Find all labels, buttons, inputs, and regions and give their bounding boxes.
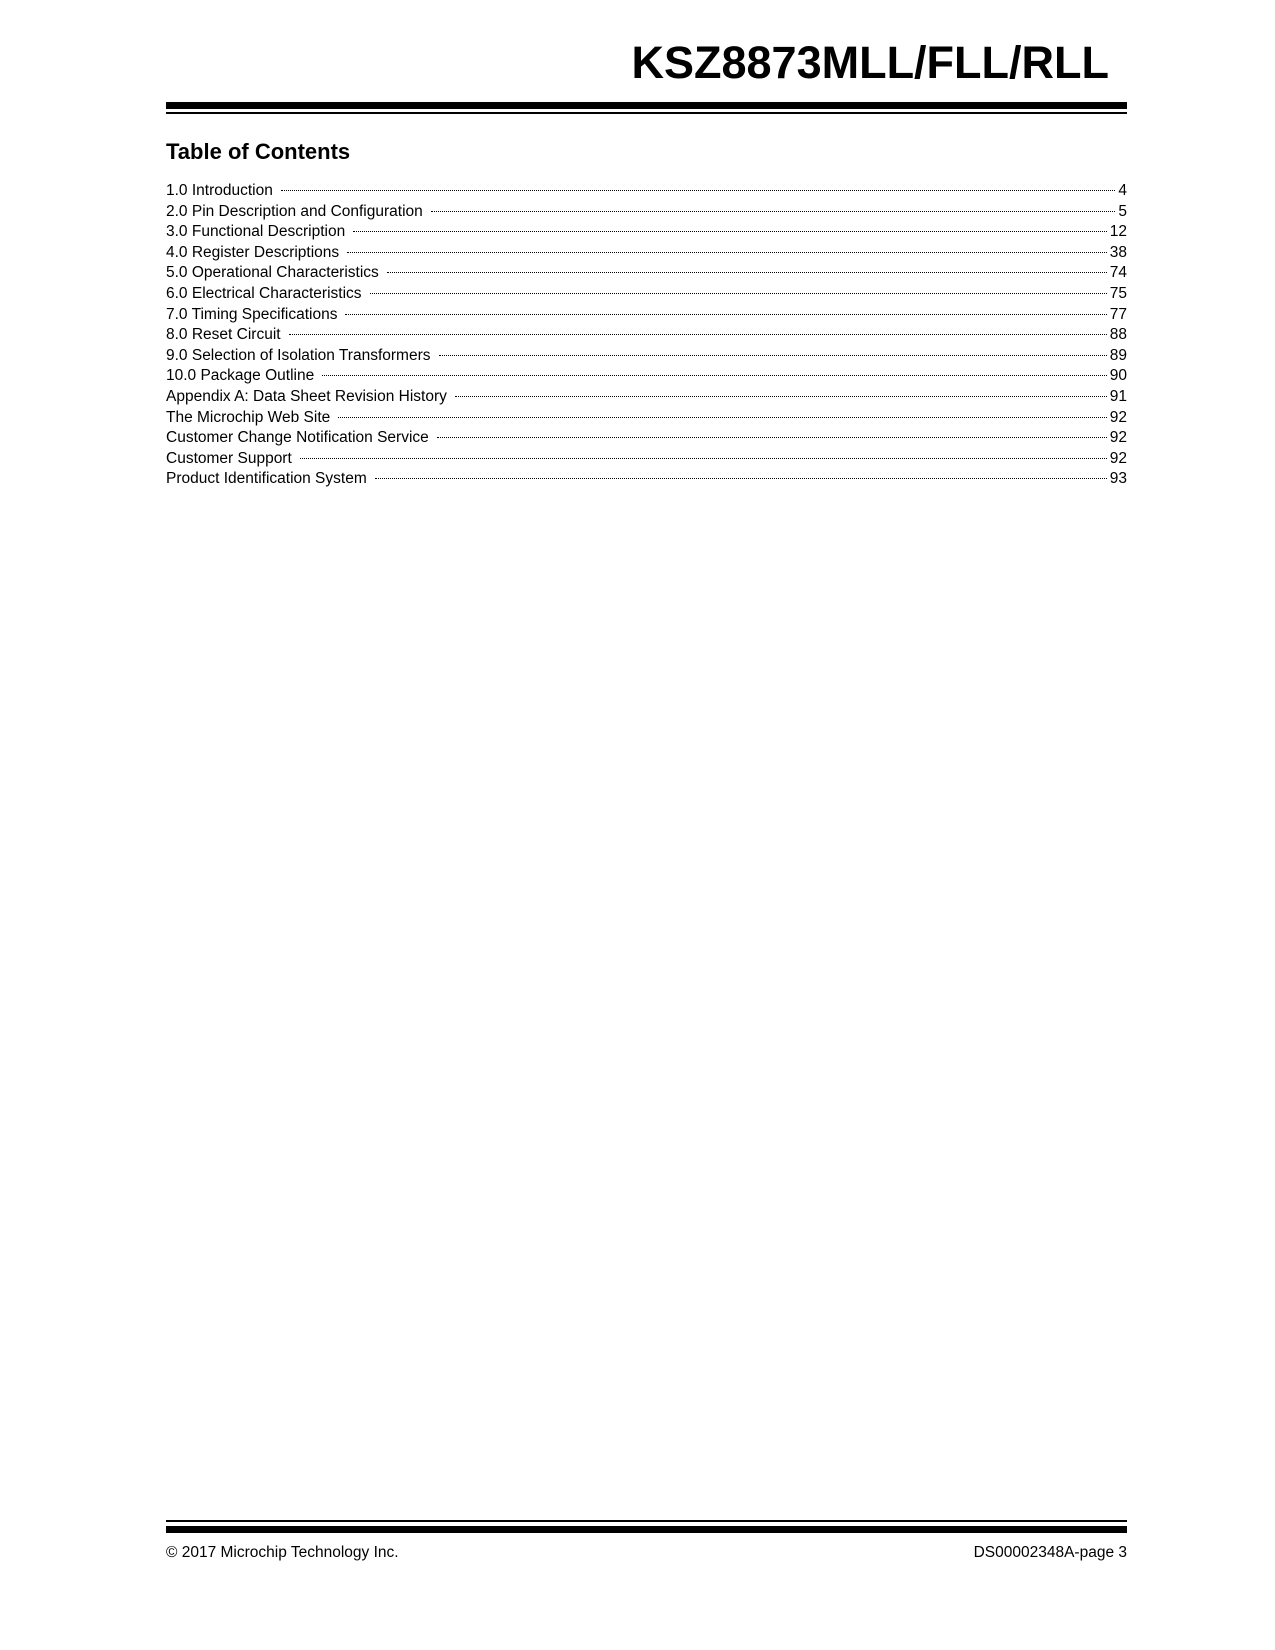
dot-leader	[370, 293, 1107, 294]
toc-entry-label: 9.0 Selection of Isolation Transformers	[166, 346, 431, 364]
toc-entry-page: 92	[1109, 429, 1127, 447]
toc-heading: Table of Contents	[166, 139, 351, 164]
toc-entry-electrical-characteristics[interactable]	[166, 284, 1127, 305]
toc-entry-page: 92	[1109, 408, 1127, 426]
footer-page-number: DS00002348A-page 3	[973, 1544, 1127, 1561]
footer-rule-thin	[166, 1520, 1127, 1522]
document-title: KSZ8873MLL/FLL/RLL	[631, 37, 1109, 88]
toc-entry-introduction[interactable]	[166, 181, 1127, 202]
toc-entry-change-notification[interactable]	[166, 428, 1127, 449]
toc-list	[166, 181, 1127, 490]
toc-entry-timing-specifications[interactable]	[166, 305, 1127, 326]
dot-leader	[375, 478, 1107, 479]
dot-leader	[345, 314, 1106, 315]
toc-entry-label: 1.0 Introduction	[166, 182, 273, 199]
dot-leader	[439, 355, 1107, 356]
toc-entry-label: Customer Support	[166, 449, 292, 467]
header-rule-thin	[166, 112, 1127, 114]
header-rule-thick	[166, 102, 1127, 109]
toc-entry-label: Appendix A: Data Sheet Revision History	[166, 387, 447, 405]
toc-entry-page: 90	[1109, 367, 1127, 385]
toc-entry-product-identification[interactable]	[166, 469, 1127, 490]
toc-entry-label: 5.0 Operational Characteristics	[166, 264, 379, 282]
toc-entry-label: 2.0 Pin Description and Configuration	[166, 202, 423, 220]
toc-entry-label: 4.0 Register Descriptions	[166, 243, 340, 261]
toc-entry-page: 93	[1109, 470, 1127, 488]
toc-entry-revision-history[interactable]	[166, 387, 1127, 408]
toc-entry-page: 92	[1109, 449, 1127, 467]
toc-entry-page: 5	[1118, 202, 1127, 220]
dot-leader	[281, 190, 1116, 191]
toc-entry-label: 6.0 Electrical Characteristics	[166, 284, 362, 302]
footer-copyright: © 2017 Microchip Technology Inc.	[166, 1544, 399, 1561]
toc-entry-customer-support[interactable]	[166, 449, 1127, 470]
toc-entry-page: 91	[1109, 387, 1127, 405]
dot-leader	[387, 272, 1107, 273]
toc-entry-page: 77	[1109, 305, 1127, 323]
dot-leader	[289, 334, 1107, 335]
toc-entry-label: 7.0 Timing Specifications	[166, 305, 338, 323]
toc-entry-page: 89	[1109, 346, 1127, 364]
dot-leader	[455, 396, 1107, 397]
toc-entry-web-site[interactable]	[166, 408, 1127, 429]
toc-entry-label: The Microchip Web Site	[166, 408, 331, 426]
toc-entry-label: Product Identification System	[166, 470, 367, 488]
toc-entry-pin-description[interactable]	[166, 202, 1127, 223]
toc-entry-reset-circuit[interactable]	[166, 325, 1127, 346]
toc-entry-operational-characteristics[interactable]	[166, 263, 1127, 284]
toc-entry-page: 75	[1109, 284, 1127, 302]
toc-entry-isolation-transformers[interactable]	[166, 346, 1127, 367]
toc-entry-package-outline[interactable]	[166, 366, 1127, 387]
dot-leader	[347, 252, 1107, 253]
toc-entry-register-descriptions[interactable]	[166, 243, 1127, 264]
dot-leader	[300, 458, 1107, 459]
footer-rule-thick	[166, 1526, 1127, 1533]
toc-entry-page: 88	[1109, 326, 1127, 344]
dot-leader	[322, 375, 1107, 376]
toc-entry-page: 38	[1109, 243, 1127, 261]
toc-entry-label: 3.0 Functional Description	[166, 223, 346, 241]
dot-leader	[431, 211, 1116, 212]
dot-leader	[353, 231, 1107, 232]
toc-entry-label: 10.0 Package Outline	[166, 367, 315, 385]
toc-entry-page: 4	[1118, 182, 1127, 199]
dot-leader	[338, 417, 1107, 418]
toc-entry-page: 12	[1109, 223, 1127, 241]
toc-entry-page: 74	[1109, 264, 1127, 282]
toc-entry-label: 8.0 Reset Circuit	[166, 326, 281, 344]
dot-leader	[437, 437, 1107, 438]
toc-entry-label: Customer Change Notification Service	[166, 429, 429, 447]
toc-entry-functional-description[interactable]	[166, 222, 1127, 243]
